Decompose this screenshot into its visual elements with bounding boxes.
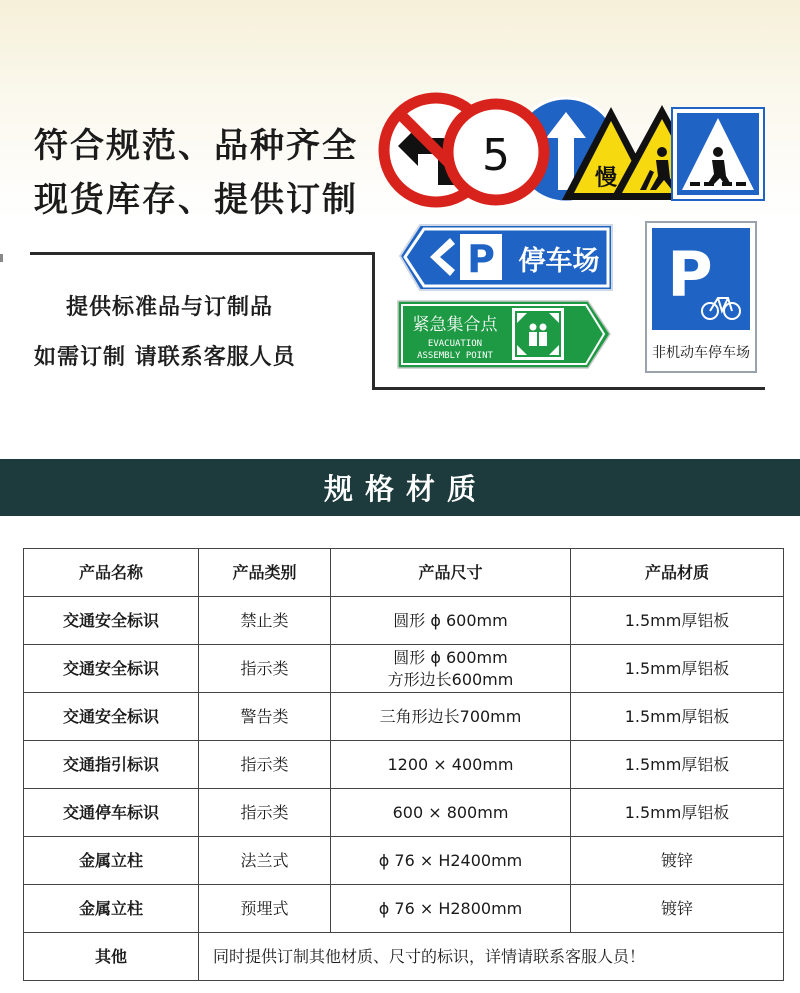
header-product-size: 产品尺寸: [331, 549, 571, 597]
cell-material: 1.5mm厚铝板: [571, 597, 784, 645]
bike-parking-sign: [646, 222, 756, 372]
cell-size-line: ϕ 76 × H2400mm: [378, 850, 523, 870]
cell-category: 预埋式: [199, 885, 331, 933]
headline-line-2: 现货库存、提供订制: [34, 180, 358, 220]
cell-name: 交通安全标识: [24, 645, 199, 693]
cell-material: 1.5mm厚铝板: [571, 693, 784, 741]
cell-size: [331, 837, 571, 885]
assembly-point-en-2: ASSEMBLY POINT: [417, 351, 493, 361]
spec-table: [23, 548, 784, 981]
assembly-point-en-1: EVACUATION: [427, 339, 483, 349]
cell-category: 指示类: [199, 789, 331, 837]
cell-size-line: 圆形 ϕ 600mm: [393, 647, 508, 667]
assembly-point-cn: 紧急集合点: [412, 315, 498, 335]
bike-parking-letter: P: [667, 238, 713, 311]
hero-section: [0, 0, 800, 460]
table-row-other: [24, 933, 784, 981]
section-title: 规格材质: [323, 472, 488, 506]
cell-material: 1.5mm厚铝板: [571, 645, 784, 693]
cell-category: 禁止类: [199, 597, 331, 645]
cell-size-line: 三角形边长700mm: [379, 706, 522, 726]
speed-limit-sign: [448, 104, 544, 200]
table-row: [24, 597, 784, 645]
parking-direction-text: 停车场: [518, 246, 600, 277]
subtitle-line-2: 如需订制 请联系客服人员: [34, 345, 296, 370]
section-banner: [0, 459, 800, 516]
cell-name: 交通指引标识: [24, 741, 199, 789]
cell-name: 金属立柱: [24, 885, 199, 933]
header-product-material: 产品材质: [571, 549, 784, 597]
cell-size: [331, 741, 571, 789]
cell-size-line-2: 方形边长600mm: [387, 669, 514, 689]
cell-material: 镀锌: [571, 837, 784, 885]
cell-name: 交通停车标识: [24, 789, 199, 837]
cell-name: 金属立柱: [24, 837, 199, 885]
header-product-name: 产品名称: [24, 549, 199, 597]
parking-direction-sign: [400, 225, 612, 290]
table-row: [24, 885, 784, 933]
traffic-signs-illustration: [0, 0, 800, 460]
crosswalk-sign: [672, 108, 764, 200]
cell-size: [331, 645, 571, 693]
bike-parking-label: 非机动车停车场: [652, 345, 750, 361]
parking-direction-letter: P: [467, 237, 495, 281]
cell-size-line: 圆形 ϕ 600mm: [393, 610, 508, 630]
cell-category: 指示类: [199, 741, 331, 789]
table-header-row: [24, 549, 784, 597]
cell-category: 法兰式: [199, 837, 331, 885]
cell-size-line: 1200 × 400mm: [387, 754, 514, 774]
cell-size-line: ϕ 76 × H2800mm: [378, 898, 523, 918]
cell-size: [331, 789, 571, 837]
assembly-point-sign: [398, 301, 610, 368]
cell-name: 交通安全标识: [24, 597, 199, 645]
cell-category: 指示类: [199, 645, 331, 693]
table-row: [24, 837, 784, 885]
speed-limit-value: 5: [482, 130, 510, 181]
cell-material: 1.5mm厚铝板: [571, 741, 784, 789]
cell-material: 1.5mm厚铝板: [571, 789, 784, 837]
cell-size: [331, 597, 571, 645]
cell-size: [331, 693, 571, 741]
slow-sign-text: 慢: [594, 166, 618, 191]
subtitle-line-1: 提供标准品与订制品: [66, 295, 274, 320]
table-row: [24, 789, 784, 837]
cell-category: 警告类: [199, 693, 331, 741]
cell-size: [331, 885, 571, 933]
cell-other-note: 同时提供订制其他材质、尺寸的标识，详情请联系客服人员！: [199, 933, 784, 981]
header-product-category: 产品类别: [199, 549, 331, 597]
cell-size-line: 600 × 800mm: [392, 802, 509, 822]
table-row: [24, 693, 784, 741]
headline-line-1: 符合规范、品种齐全: [34, 126, 358, 166]
cell-material: 镀锌: [571, 885, 784, 933]
table-row: [24, 741, 784, 789]
cell-other-label: 其他: [24, 933, 199, 981]
table-row: [24, 645, 784, 693]
cell-name: 交通安全标识: [24, 693, 199, 741]
